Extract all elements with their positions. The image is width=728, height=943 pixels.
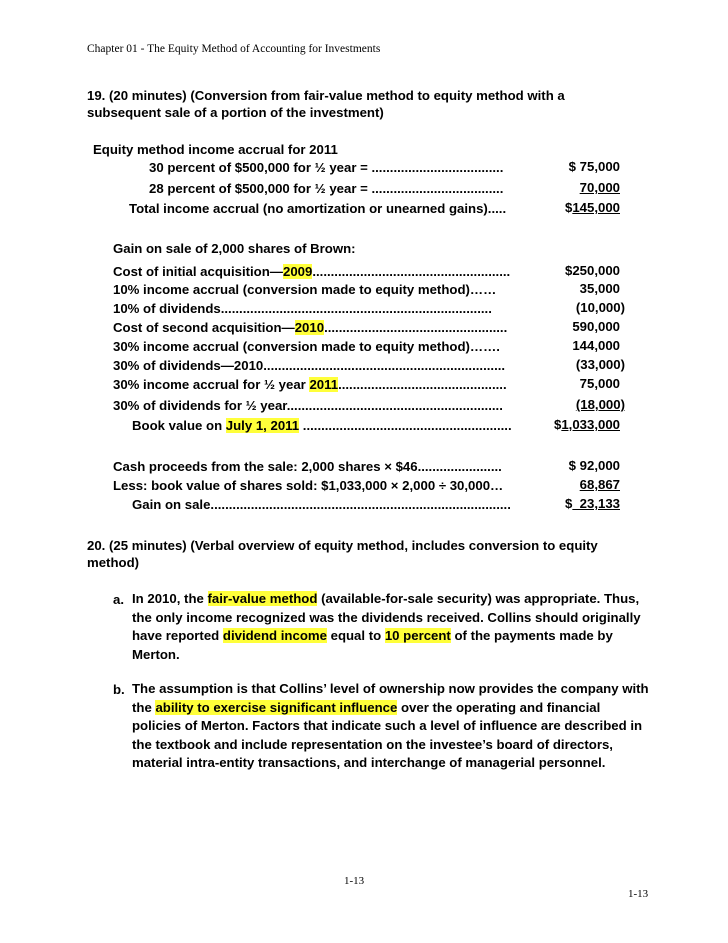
gain-row-3-amount: (10,000) [575, 300, 625, 315]
gain-row-8-label [113, 397, 503, 414]
sale-row-2-amount: 68,867 [579, 477, 620, 492]
page-header: Chapter 01 - The Equity Method of Accounting for Investments [87, 43, 381, 55]
q20-title-line1: 20. (25 minutes) (Verbal overview of equity method, includes conversion to equity [87, 538, 598, 553]
gain-row-2-label [113, 281, 496, 298]
accrual-row-1-amount: $ 75,000 [568, 159, 620, 174]
gain-on-sale-prefix: $ [564, 496, 573, 511]
accrual-total-value: 145,000 [572, 200, 620, 215]
accrual-total-amount [565, 200, 620, 215]
gain-row-2-text: 10% income accrual (conversion made to equity method)…… [113, 282, 497, 297]
gain-on-sale-amount [565, 496, 620, 511]
q19-title-line2: subsequent sale of a portion of the investment) [87, 105, 384, 120]
sale-row-1-amount: $ 92,000 [568, 458, 620, 473]
q20-b-marker: b. [113, 682, 125, 697]
accrual-heading: Equity method income accrual for 2011 [93, 142, 338, 157]
gain-row-2-amount: 35,000 [579, 281, 620, 296]
book-value-leader: ......................................................... [299, 418, 512, 433]
q20-a-text-4: of the payments made by Merton. [132, 628, 613, 662]
accrual-total-prefix: $ [564, 200, 573, 215]
q20-b-highlight-significant-influence: ability to exercise significant influence [155, 699, 398, 715]
gain-row-1-amount: $250,000 [564, 263, 620, 278]
sale-row-2-label: Less: book value of shares sold: $1,033,000 × 2,000 ÷ 30,000… [113, 478, 504, 493]
gain-row-7-leader: .............................................. [338, 377, 507, 392]
gain-row-8-text: 30% of dividends for ½ year [113, 398, 287, 413]
book-value-prefix: $ [553, 417, 562, 432]
page-number-right: 1-13 [628, 888, 649, 900]
gain-row-4-amount: 590,000 [572, 319, 620, 334]
q20-b-text-1: The assumption is that Collins’ level of ownership now provides the company with the [132, 681, 649, 715]
gain-row-3-text: 10% of dividends [113, 301, 221, 316]
gain-row-4-highlight: 2010 [294, 320, 325, 335]
gain-row-1-label [113, 263, 510, 280]
book-value-amount [554, 417, 620, 432]
gain-row-6-amount: (33,000) [575, 357, 625, 372]
gain-row-4-label [113, 319, 507, 336]
gain-row-5-text: 30% income accrual (conversion made to equity method)……. [113, 339, 500, 354]
q20-title-line2: method) [87, 555, 140, 570]
accrual-row-2-amount: 70,000 [579, 180, 620, 195]
q20-b-text-2: over the operating and financial policies of Merton. Factors that indicate such a level of influence are described in the textbook and include representation on the investee’s board of directors, material intra-entity transactions, and interchange of managerial personnel. [132, 699, 643, 770]
q20-a-text-1: In 2010, the [132, 591, 208, 606]
gain-row-8-leader: ........................................................... [286, 398, 503, 413]
gain-on-sale-label: Gain on sale.................................................................................. [132, 497, 511, 512]
gain-row-8-amount: (18,000) [575, 397, 625, 412]
gain-row-7-amount: 75,000 [579, 376, 620, 391]
gain-row-3-leader: .......................................................................... [220, 301, 492, 316]
gain-row-1-highlight: 2009 [282, 264, 313, 279]
gain-row-3-label [113, 300, 492, 317]
gain-row-7-label [113, 376, 507, 393]
q20-a-paragraph [132, 590, 652, 664]
book-value-text: Book value on [132, 418, 226, 433]
gain-row-6-label [113, 357, 505, 374]
accrual-row-1-label: 30 percent of $500,000 for ½ year = .................................... [149, 160, 504, 175]
q20-a-highlight-10-percent: 10 percent [384, 628, 451, 643]
q20-a-text-2: (available-for-sale security) was appropriate. Thus, the only income recognized was the dividends received. Collins should originally have reported [132, 591, 641, 643]
gain-row-1-leader: ...................................................... [312, 264, 511, 279]
gain-row-4-text: Cost of second acquisition— [113, 320, 295, 335]
accrual-row-2-label: 28 percent of $500,000 for ½ year = .................................... [149, 181, 504, 196]
q20-a-marker: a. [113, 592, 124, 607]
gain-row-6-text: 30% of dividends—2010 [113, 358, 264, 373]
gain-row-4-leader: .................................................. [324, 320, 508, 335]
sale-row-1-label: Cash proceeds from the sale: 2,000 shares × $46....................... [113, 459, 502, 474]
q19-title-line1: 19. (20 minutes) (Conversion from fair-value method to equity method with a [87, 88, 565, 103]
q20-a-text-3: equal to [326, 628, 385, 643]
gain-on-sale-value: 23,133 [572, 496, 620, 511]
book-value-value: 1,033,000 [561, 417, 620, 432]
book-value-label [132, 417, 512, 434]
q20-a-highlight-fair-value: fair-value method [207, 591, 318, 606]
book-value-date-highlight: July 1, 2011 [225, 418, 300, 433]
gain-row-7-text: 30% income accrual for ½ year [113, 377, 310, 392]
gain-row-7-highlight: 2011 [309, 377, 339, 392]
gain-row-5-label [113, 338, 500, 355]
page-number-center: 1-13 [344, 875, 365, 887]
gain-heading: Gain on sale of 2,000 shares of Brown: [113, 241, 356, 256]
accrual-total-label: Total income accrual (no amortization or unearned gains)..... [129, 201, 507, 216]
q20-a-highlight-dividend-income: dividend income [222, 628, 327, 643]
gain-row-6-leader: .................................................................. [263, 358, 506, 373]
gain-row-5-amount: 144,000 [572, 338, 620, 353]
q20-b-paragraph [132, 680, 652, 773]
gain-row-1-text: Cost of initial acquisition— [113, 264, 283, 279]
